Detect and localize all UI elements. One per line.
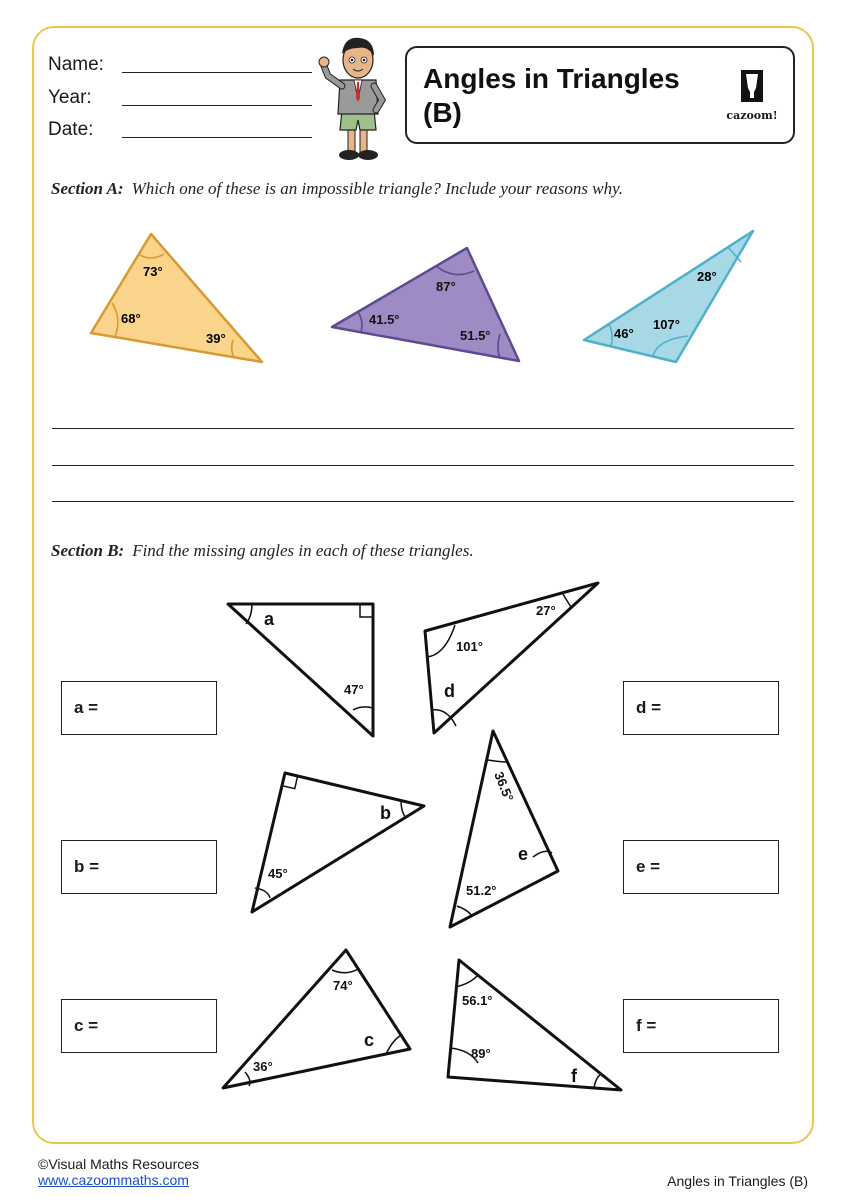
- angle-label: 101°: [456, 639, 483, 654]
- angle-label: 89°: [471, 1046, 491, 1061]
- angle-label: 74°: [333, 978, 353, 993]
- website-link[interactable]: www.cazoommaths.com: [38, 1172, 189, 1188]
- angle-label: 45°: [268, 866, 288, 881]
- triangle-purple: [332, 248, 519, 361]
- triangle-orange: [91, 234, 262, 362]
- title-line-2: (B): [423, 97, 462, 128]
- answer-line[interactable]: [52, 465, 794, 466]
- title-line-1: Angles in Triangles: [423, 63, 680, 94]
- angle-label: 36.5°: [491, 769, 517, 804]
- angle-label: 47°: [344, 682, 364, 697]
- section-a-triangles: [0, 215, 846, 375]
- angle-label: 36°: [253, 1059, 273, 1074]
- footer-page-title: Angles in Triangles (B): [667, 1173, 808, 1189]
- section-a-instruction: Which one of these is an impossible triangle? Include your reasons why.: [131, 179, 623, 198]
- answer-box-a[interactable]: [61, 681, 217, 735]
- section-a-label: Section A:: [51, 179, 124, 198]
- cazoom-logo: [721, 70, 783, 126]
- angle-label: 41.5°: [369, 312, 400, 327]
- year-field[interactable]: [122, 105, 312, 106]
- section-b-label: Section B:: [51, 541, 125, 560]
- triangle-c: [223, 950, 410, 1088]
- answer-box-c[interactable]: [61, 999, 217, 1053]
- trophy-icon: [741, 70, 763, 102]
- answer-label: f =: [636, 1016, 657, 1035]
- angle-label: 107°: [653, 317, 680, 332]
- logo-word: cazoom!: [726, 109, 778, 122]
- answer-box-f[interactable]: [623, 999, 779, 1053]
- angle-label: 27°: [536, 603, 556, 618]
- title-box: [405, 46, 795, 144]
- answer-label: a =: [74, 698, 99, 717]
- page-title: [423, 62, 680, 130]
- date-label: Date:: [48, 119, 94, 140]
- date-field[interactable]: [122, 137, 312, 138]
- angle-label: 73°: [143, 264, 163, 279]
- answer-box-d[interactable]: [623, 681, 779, 735]
- triangle-d: [425, 583, 598, 733]
- answer-label: e =: [636, 857, 661, 876]
- section-b-heading: [51, 541, 474, 561]
- angle-label: 51.2°: [466, 883, 497, 898]
- answer-label: c =: [74, 1016, 99, 1035]
- section-b-instruction: Find the missing angles in each of these triangles.: [132, 541, 474, 560]
- copyright-text: ©Visual Maths Resources: [38, 1156, 200, 1172]
- answer-line[interactable]: [52, 501, 794, 502]
- footer-left: [38, 1156, 199, 1188]
- unknown-label: d: [444, 681, 455, 701]
- answer-label: d =: [636, 698, 662, 717]
- answer-box-b[interactable]: [61, 840, 217, 894]
- triangle-blue: [584, 231, 753, 362]
- triangle-a: [228, 604, 373, 736]
- section-a-heading: [51, 179, 623, 199]
- unknown-label: b: [380, 803, 391, 823]
- angle-label: 68°: [121, 311, 141, 326]
- unknown-label: e: [518, 844, 529, 864]
- cartoon-boy-illustration: [318, 30, 396, 165]
- triangle-b: [252, 773, 424, 912]
- answer-label: b =: [74, 857, 100, 876]
- name-label: Name:: [48, 54, 104, 75]
- unknown-label: c: [364, 1030, 375, 1050]
- name-field[interactable]: [122, 72, 312, 73]
- angle-label: 46°: [614, 326, 634, 341]
- answer-line[interactable]: [52, 428, 794, 429]
- unknown-label: a: [264, 609, 275, 629]
- angle-label: 56.1°: [462, 993, 493, 1008]
- unknown-label: f: [571, 1066, 577, 1086]
- angle-label: 39°: [206, 331, 226, 346]
- answer-box-e[interactable]: [623, 840, 779, 894]
- angle-label: 51.5°: [460, 328, 491, 343]
- angle-label: 28°: [697, 269, 717, 284]
- year-label: Year:: [48, 87, 92, 108]
- angle-label: 87°: [436, 279, 456, 294]
